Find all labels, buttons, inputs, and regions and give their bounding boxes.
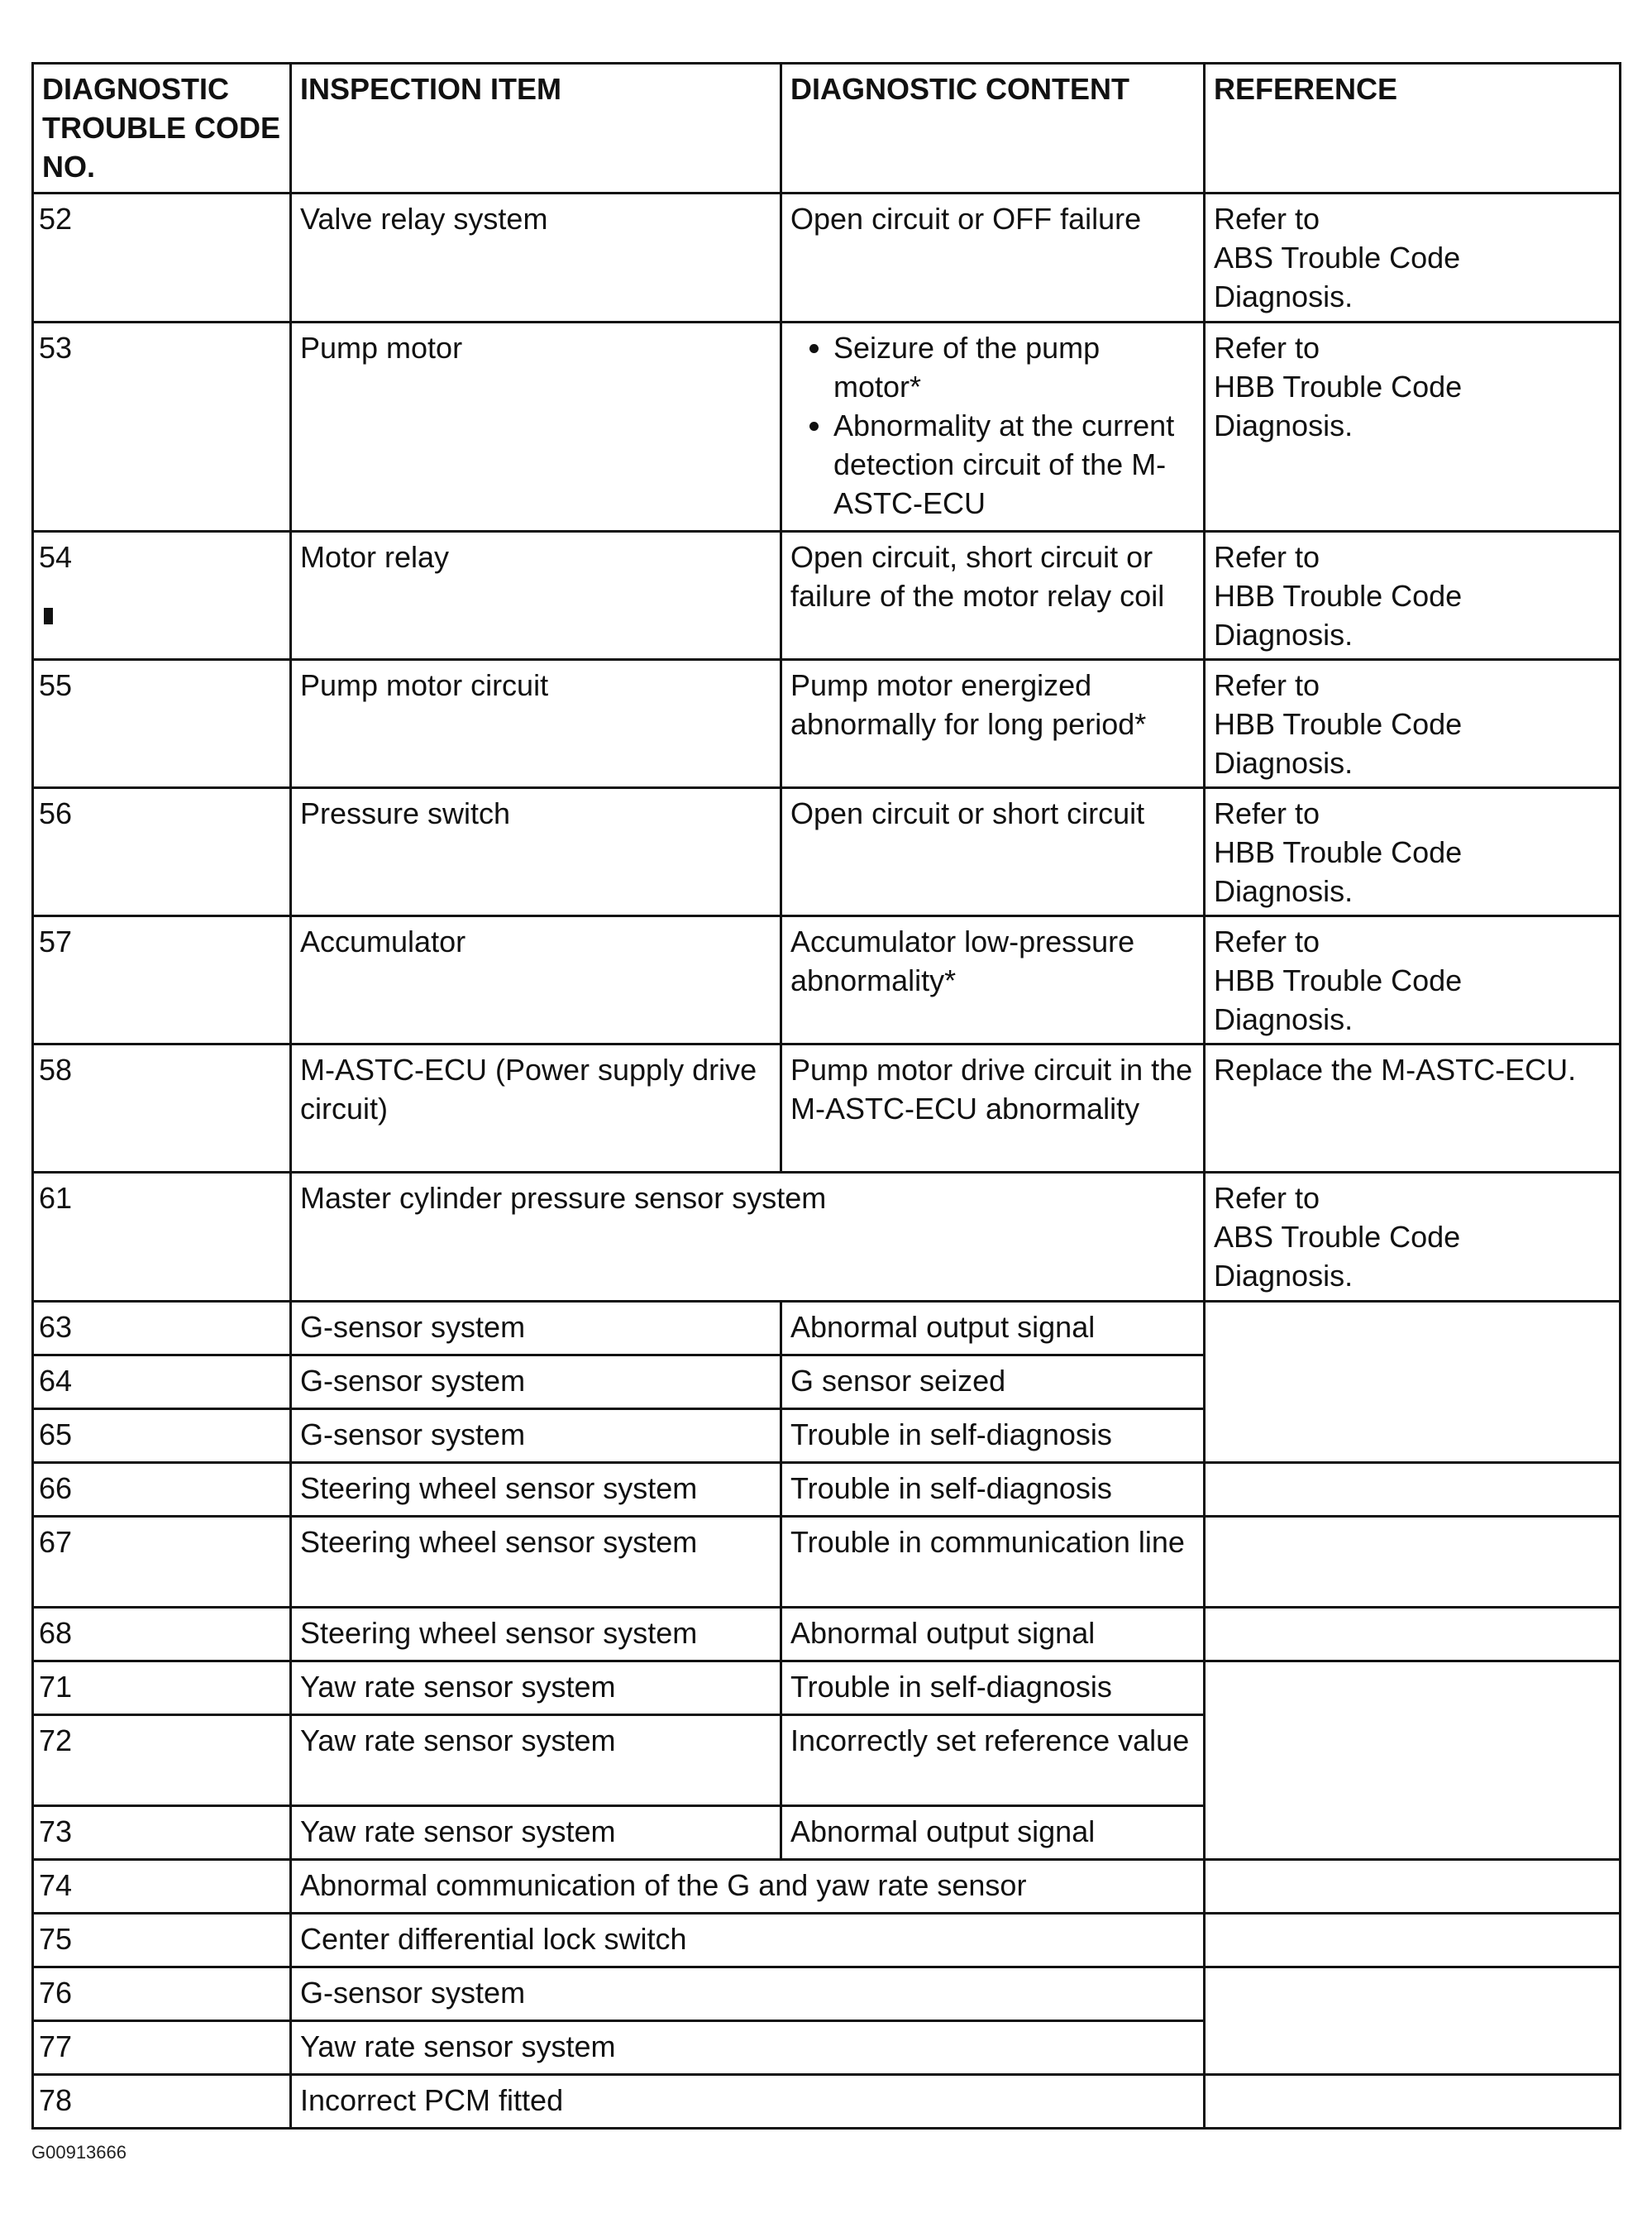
table-row <box>33 1302 1621 1355</box>
code-cell: 74 <box>33 1860 291 1914</box>
table-row <box>33 2021 1621 2075</box>
change-mark <box>44 608 53 624</box>
code-cell: 63 <box>33 1302 291 1355</box>
table-row <box>33 1463 1621 1517</box>
table-row <box>33 1715 1621 1806</box>
reference-cell <box>1205 194 1621 323</box>
figure-id: G00913666 <box>31 2142 127 2163</box>
inspection-item-cell: G-sensor system <box>291 1302 781 1355</box>
reference-line: Refer to <box>1214 202 1320 236</box>
bullet-item: • Abnormality at the current detection circuit of the M-ASTC-ECU <box>833 406 1195 523</box>
trouble-code-table-container <box>31 62 1619 2130</box>
diagnostic-content-cell: Trouble in communication line <box>781 1517 1205 1608</box>
reference-cell <box>1205 1044 1621 1173</box>
table-row <box>33 1044 1621 1173</box>
reference-cell-empty <box>1205 1355 1621 1409</box>
reference-line: ABS Trouble Code <box>1214 1220 1461 1254</box>
reference-line: ABS Trouble Code <box>1214 241 1461 275</box>
header-diagnostic-content: DIAGNOSTIC CONTENT <box>781 64 1205 194</box>
code-cell: 52 <box>33 194 291 323</box>
table-row <box>33 660 1621 788</box>
code-text: 54 <box>39 540 73 574</box>
code-cell: 64 <box>33 1355 291 1409</box>
reference-line: Refer to <box>1214 331 1320 365</box>
reference-line: Diagnosis. <box>1214 280 1354 313</box>
code-cell: 58 <box>33 1044 291 1173</box>
reference-line: Refer to <box>1214 540 1320 574</box>
table-row <box>33 788 1621 916</box>
diagnostic-content-cell: Pump motor drive circuit in the M-ASTC-ECU abnormality <box>781 1044 1205 1173</box>
diagnostic-content-cell: Trouble in self-diagnosis <box>781 1661 1205 1715</box>
table-row <box>33 323 1621 532</box>
reference-cell-empty <box>1205 2075 1621 2129</box>
diagnostic-content-cell: Open circuit or short circuit <box>781 788 1205 916</box>
code-cell: 77 <box>33 2021 291 2075</box>
diagnostic-content-cell: Trouble in self-diagnosis <box>781 1463 1205 1517</box>
code-cell: 78 <box>33 2075 291 2129</box>
reference-line: Refer to <box>1214 1181 1320 1215</box>
bullet-list <box>790 328 1195 523</box>
table-row <box>33 2075 1621 2129</box>
diagnostic-content-cell: Abnormal output signal <box>781 1302 1205 1355</box>
inspection-item-cell: Accumulator <box>291 916 781 1044</box>
inspection-item-cell: Valve relay system <box>291 194 781 323</box>
code-cell: 76 <box>33 1967 291 2021</box>
code-cell: 61 <box>33 1173 291 1302</box>
code-cell: 56 <box>33 788 291 916</box>
reference-line: Refer to <box>1214 668 1320 702</box>
inspection-item-cell: Yaw rate sensor system <box>291 1715 781 1806</box>
diagnostic-content-cell: Open circuit or OFF failure <box>781 194 1205 323</box>
table-row <box>33 1409 1621 1463</box>
inspection-item-cell: Steering wheel sensor system <box>291 1517 781 1608</box>
reference-line: Refer to <box>1214 925 1320 958</box>
trouble-code-table <box>31 62 1621 2130</box>
table-row <box>33 1860 1621 1914</box>
code-cell: 66 <box>33 1463 291 1517</box>
reference-cell-empty <box>1205 1463 1621 1517</box>
table-row <box>33 532 1621 660</box>
header-inspection-item: INSPECTION ITEM <box>291 64 781 194</box>
reference-line: Refer to <box>1214 796 1320 830</box>
table-row <box>33 1517 1621 1608</box>
code-cell: 53 <box>33 323 291 532</box>
reference-cell-empty <box>1205 1914 1621 1967</box>
inspection-item-cell: Abnormal communication of the G and yaw rate sensor <box>291 1860 1205 1914</box>
reference-cell <box>1205 1173 1621 1302</box>
reference-line: Diagnosis. <box>1214 746 1354 780</box>
code-cell: 75 <box>33 1914 291 1967</box>
inspection-item-cell: G-sensor system <box>291 1355 781 1409</box>
diagnostic-content-cell <box>781 323 1205 532</box>
code-cell: 67 <box>33 1517 291 1608</box>
table-row <box>33 1173 1621 1302</box>
code-cell <box>33 532 291 660</box>
reference-line: HBB Trouble Code <box>1214 707 1463 741</box>
reference-line: HBB Trouble Code <box>1214 835 1463 869</box>
diagnostic-content-cell: G sensor seized <box>781 1355 1205 1409</box>
inspection-item-cell: Yaw rate sensor system <box>291 2021 1205 2075</box>
diagnostic-content-cell: Accumulator low-pressure abnormality* <box>781 916 1205 1044</box>
inspection-item-cell: Yaw rate sensor system <box>291 1806 781 1860</box>
table-row <box>33 1608 1621 1661</box>
inspection-item-cell: Incorrect PCM fitted <box>291 2075 1205 2129</box>
inspection-item-cell: Steering wheel sensor system <box>291 1463 781 1517</box>
diagnostic-content-cell: Pump motor energized abnormally for long period* <box>781 660 1205 788</box>
inspection-item-cell: Center differential lock switch <box>291 1914 1205 1967</box>
code-cell: 73 <box>33 1806 291 1860</box>
reference-line: HBB Trouble Code <box>1214 579 1463 613</box>
inspection-item-cell: G-sensor system <box>291 1967 1205 2021</box>
bullet-item: • Seizure of the pump motor* <box>833 328 1195 406</box>
diagnostic-content-cell: Trouble in self-diagnosis <box>781 1409 1205 1463</box>
reference-cell <box>1205 532 1621 660</box>
reference-cell <box>1205 323 1621 532</box>
inspection-item-cell: Pump motor circuit <box>291 660 781 788</box>
code-cell: 65 <box>33 1409 291 1463</box>
reference-cell-empty <box>1205 1608 1621 1661</box>
table-row <box>33 1355 1621 1409</box>
reference-line: HBB Trouble Code <box>1214 963 1463 997</box>
reference-line: Diagnosis. <box>1214 1002 1354 1036</box>
reference-cell <box>1205 788 1621 916</box>
diagnostic-content-cell: Abnormal output signal <box>781 1806 1205 1860</box>
diagnostic-content-cell: Incorrectly set reference value <box>781 1715 1205 1806</box>
inspection-item-cell: Master cylinder pressure sensor system <box>291 1173 1205 1302</box>
code-cell: 57 <box>33 916 291 1044</box>
code-cell: 55 <box>33 660 291 788</box>
reference-cell-empty <box>1205 1409 1621 1463</box>
reference-cell-empty <box>1205 1806 1621 1860</box>
reference-cell-empty <box>1205 2021 1621 2075</box>
reference-line: Replace the M-ASTC-ECU. <box>1214 1053 1577 1087</box>
table-row <box>33 1967 1621 2021</box>
reference-line: Diagnosis. <box>1214 409 1354 442</box>
inspection-item-cell: Pressure switch <box>291 788 781 916</box>
inspection-item-cell: G-sensor system <box>291 1409 781 1463</box>
reference-cell-empty <box>1205 1517 1621 1608</box>
reference-cell <box>1205 660 1621 788</box>
table-row <box>33 1914 1621 1967</box>
reference-line: HBB Trouble Code <box>1214 370 1463 404</box>
reference-cell-empty <box>1205 1860 1621 1914</box>
diagnostic-content-cell: Open circuit, short circuit or failure of the motor relay coil <box>781 532 1205 660</box>
reference-cell <box>1205 916 1621 1044</box>
inspection-item-cell: Motor relay <box>291 532 781 660</box>
inspection-item-cell: M-ASTC-ECU (Power supply drive circuit) <box>291 1044 781 1173</box>
table-row <box>33 194 1621 323</box>
reference-cell-empty <box>1205 1302 1621 1355</box>
header-row <box>33 64 1621 194</box>
inspection-item-cell: Steering wheel sensor system <box>291 1608 781 1661</box>
reference-line: Diagnosis. <box>1214 1259 1354 1293</box>
table-row <box>33 916 1621 1044</box>
table-row <box>33 1806 1621 1860</box>
header-code: DIAGNOSTIC TROUBLE CODE NO. <box>33 64 291 194</box>
code-cell: 68 <box>33 1608 291 1661</box>
inspection-item-cell: Pump motor <box>291 323 781 532</box>
reference-line: Diagnosis. <box>1214 618 1354 652</box>
code-cell: 71 <box>33 1661 291 1715</box>
inspection-item-cell: Yaw rate sensor system <box>291 1661 781 1715</box>
reference-cell-empty <box>1205 1967 1621 2021</box>
reference-line: Diagnosis. <box>1214 874 1354 908</box>
code-cell: 72 <box>33 1715 291 1806</box>
reference-cell-empty <box>1205 1715 1621 1806</box>
reference-cell-empty <box>1205 1661 1621 1715</box>
diagnostic-content-cell: Abnormal output signal <box>781 1608 1205 1661</box>
table-row <box>33 1661 1621 1715</box>
header-reference: REFERENCE <box>1205 64 1621 194</box>
